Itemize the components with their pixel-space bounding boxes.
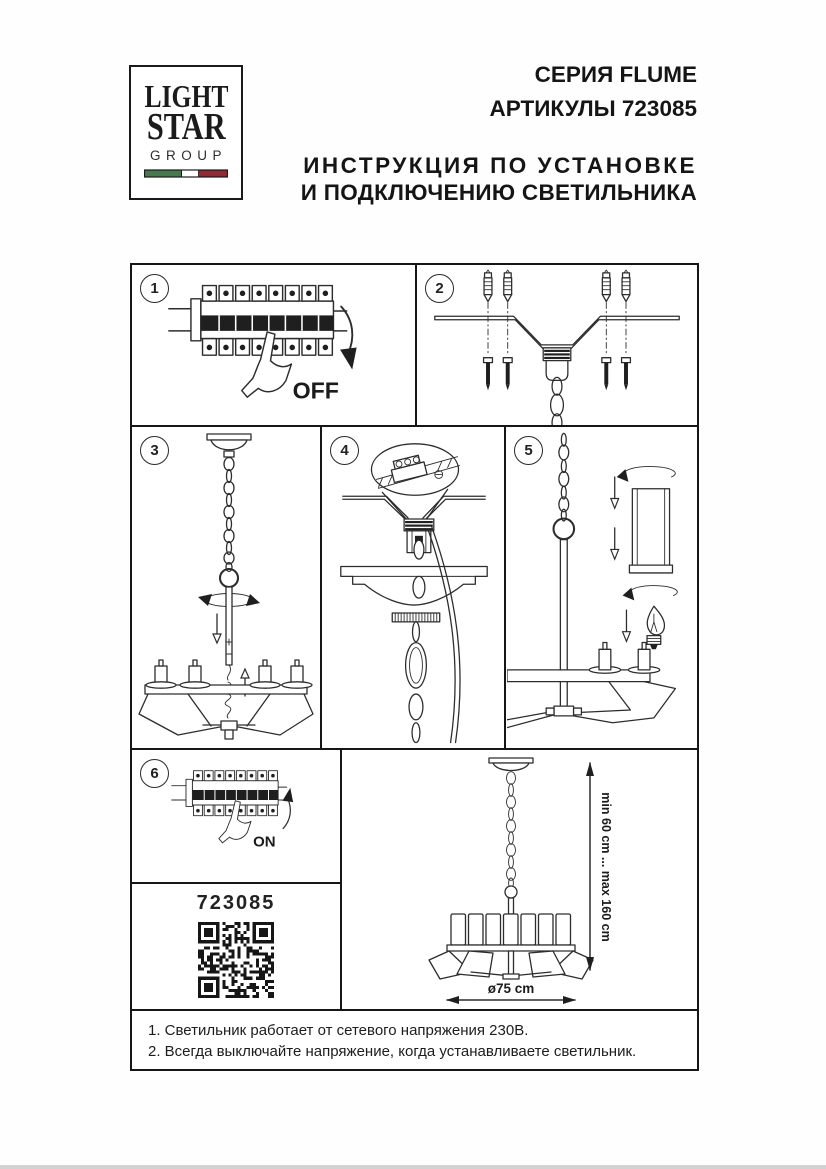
series-title: СЕРИЯ FLUME [534,62,697,87]
candle-bulb-icon [647,606,664,635]
diameter-label: ø75 cm [487,981,535,996]
step-1-panel [130,263,417,427]
dimensions-panel [340,748,699,1011]
logo-word-star: STAR [146,106,226,149]
step-2-number-badge: 2 [425,274,454,303]
mounting-bracket-illustration [419,267,695,425]
step-2-panel [415,263,699,427]
step-6-number-badge: 6 [140,759,169,788]
glass-shade [632,489,669,565]
qr-modules [198,922,274,998]
footnote-1: 1. Светильник работает от сетевого напряжения 230В. [148,1022,529,1039]
shade-row [451,914,571,945]
ceiling-connection-detail-illustration [323,428,505,744]
logo-word-group: GROUP [149,148,227,164]
rotate-shade-arrow-icon [624,467,675,477]
step-5-panel [504,425,699,750]
rotate-bulb-arrow-icon [630,586,677,596]
step-5-number-badge: 5 [514,436,543,465]
article-title: АРТИКУЛЫ 723085 [489,96,697,121]
step-4-number-badge: 4 [330,436,359,465]
footer-notes-panel [130,1009,699,1071]
on-label: ON [253,833,276,851]
instruction-title-line2: И ПОДКЛЮЧЕНИЮ СВЕТИЛЬНИКА [300,180,697,205]
header [301,58,697,206]
step-3-panel [130,425,322,750]
step-6-panel [130,748,342,884]
step-1-number-badge: 1 [140,274,169,303]
qr-code [198,922,274,998]
power-cable [428,527,460,743]
step-3-number-badge: 3 [140,436,169,465]
turn-on-arrow-icon [283,798,290,829]
breaker-off-illustration [160,269,392,415]
step-4-panel [320,425,506,750]
scan-edge-strip [0,1165,826,1169]
dimensions-illustration [343,750,698,1011]
instruction-title-line1: ИНСТРУКЦИЯ ПО УСТАНОВКЕ [303,153,697,178]
height-range-label: min 60 cm ... max 160 cm [599,792,613,942]
breaker-on-illustration [166,760,316,854]
chandelier-arms [507,682,675,728]
italian-flag-bar [144,169,228,179]
article-qr-panel [130,882,342,1011]
off-label: OFF [292,377,339,404]
shade-and-bulb-installation-illustration [507,428,696,740]
lightstar-logo [129,65,243,200]
chandelier-hanging-illustration [133,428,319,747]
logo-word-light: LIGHT [144,78,228,114]
footnote-2: 2. Всегда выключайте напряжение, когда устанавливаете светильник. [148,1043,637,1061]
article-number: 723085 [196,892,276,914]
